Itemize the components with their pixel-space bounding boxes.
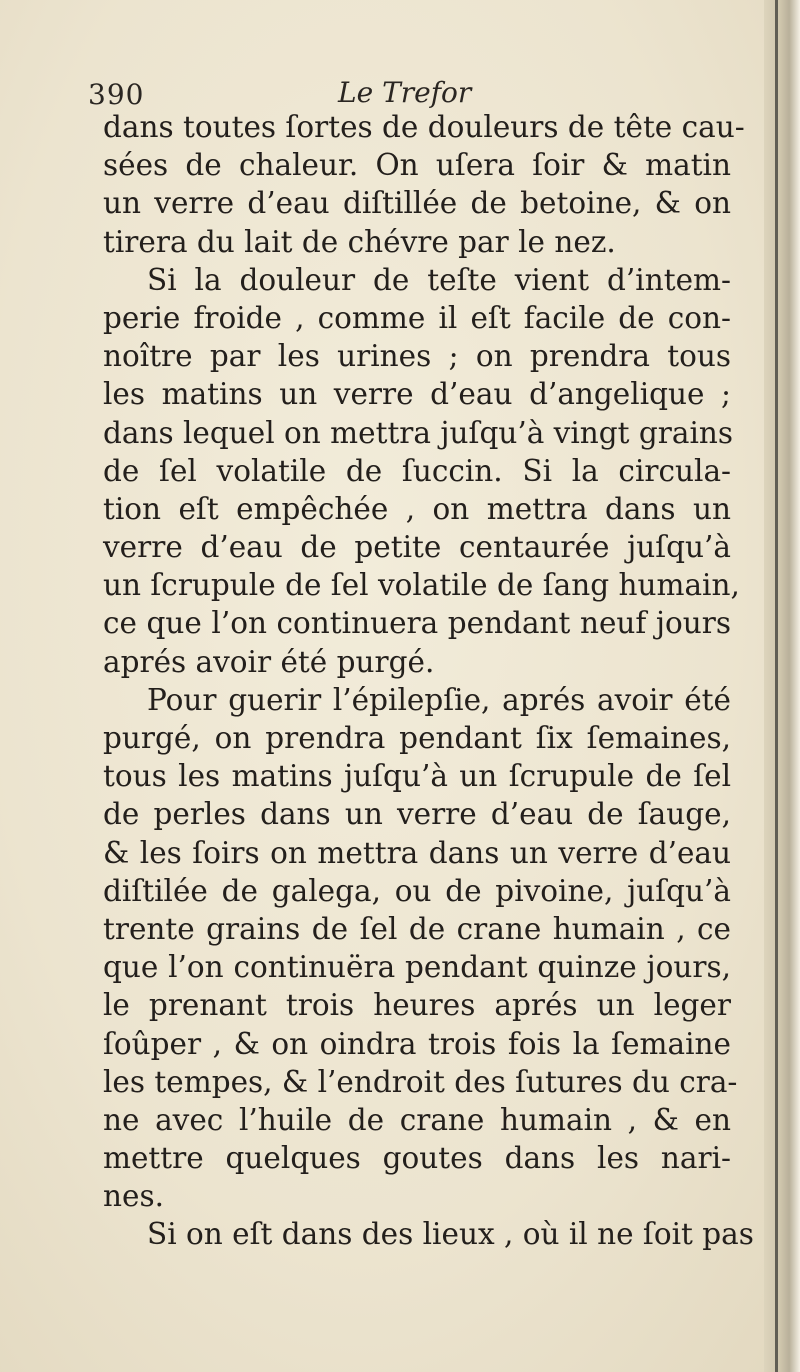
text-line: ſoûper , & on oindra trois fois la ſemaine — [103, 1026, 731, 1061]
page-number: 390 — [88, 78, 145, 111]
text-line: Si on eſt dans des lieux , où il ne ſoit pas — [147, 1217, 754, 1252]
text-line: dans toutes ſortes de douleurs de tête cau- — [103, 110, 745, 144]
text-line: tirera du lait de chévre par le nez. — [103, 224, 616, 259]
text-line: de ſel volatile de ſuccin. Si la circula- — [103, 453, 731, 488]
body-text — [103, 108, 754, 1254]
text-line: tous les matins juſqu’à un ſcrupule de ſel — [103, 759, 731, 794]
text-line: ce que l’on continuera pendant neuf jours — [103, 606, 731, 641]
text-line: purgé, on prendra pendant ſix ſemaines, — [103, 721, 731, 755]
text-line: ne avec l’huile de crane humain , & en — [103, 1102, 731, 1137]
text-line: un ſcrupule de ſel volatile de ſang humain, — [103, 568, 740, 603]
text-line: de perles dans un verre d’eau de ſauge, — [103, 797, 731, 832]
text-line: un verre d’eau diſtillée de betoine, & on — [103, 186, 731, 221]
text-line: & les ſoirs on mettra dans un verre d’eau — [103, 835, 731, 870]
page-header — [88, 72, 728, 112]
text-line: les matins un verre d’eau d’angelique ; — [103, 377, 731, 412]
text-line: les tempes, & l’endroit des ſutures du cra- — [103, 1064, 738, 1099]
text-line: perie froide , comme il eſt facile de con- — [103, 300, 731, 335]
text-line: aprés avoir été purgé. — [103, 644, 435, 679]
text-line: diſtilée de galega, ou de pivoine, juſqu’à — [103, 873, 731, 908]
text-line: que l’on continuëra pendant quinze jours, — [103, 950, 731, 985]
text-line: Pour guerir l’épilepſie, aprés avoir été — [147, 682, 731, 717]
text-line: tion eſt empêchée , on mettra dans un — [103, 491, 731, 526]
text-line: nes. — [103, 1179, 164, 1214]
text-line: Si la douleur de teſte vient d’intem- — [147, 262, 731, 297]
running-title: Le Trefor — [338, 76, 472, 109]
page-edge — [775, 0, 778, 1372]
text-line: sées de chaleur. On uſera ſoir & matin — [103, 148, 731, 183]
text-line: noître par les urines ; on prendra tous — [103, 339, 731, 374]
text-line: le prenant trois heures aprés un leger — [103, 988, 731, 1023]
text-line: dans lequel on mettra juſqu’à vingt grains — [103, 415, 734, 450]
text-line: trente grains de ſel de crane humain , ce — [103, 911, 731, 946]
text-line: verre d’eau de petite centaurée juſqu’à — [103, 530, 731, 565]
text-line: mettre quelques goutes dans les nari- — [103, 1141, 731, 1176]
page-gutter — [764, 0, 800, 1372]
